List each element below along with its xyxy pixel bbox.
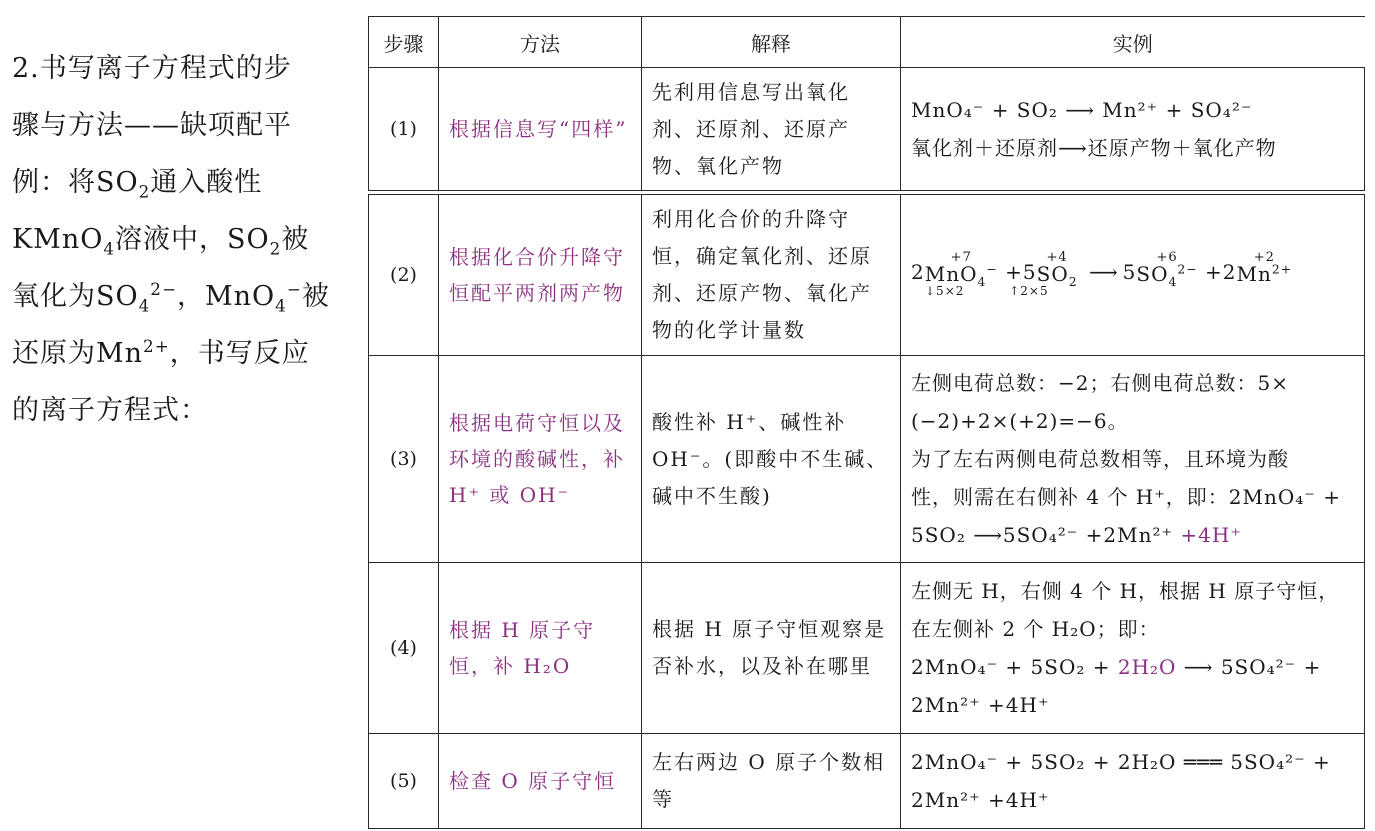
step-cell: (4) xyxy=(369,563,439,734)
example-line: 左侧无 H，右侧 4 个 H，根据 H 原子守恒， xyxy=(911,579,1340,603)
valence: +2 xyxy=(1253,250,1275,266)
header-method: 方法 xyxy=(439,17,642,68)
method-cell: 根据信息写“四样” xyxy=(439,68,642,191)
valence: +6 xyxy=(1156,250,1178,266)
example-line: 为了左右两侧电荷总数相等，且环境为酸 xyxy=(911,447,1289,471)
method-table-bottom xyxy=(368,194,1365,829)
table-header-row xyxy=(369,17,1365,68)
s-valence: +4 $SO_2$ xyxy=(1036,250,1078,290)
electron-note: ↓5×2 xyxy=(925,284,965,299)
intro-line xyxy=(12,382,357,439)
example-line: 2Mn²⁺ +4H⁺ xyxy=(911,693,1050,717)
method-cell: 根据化合价升降守恒配平两剂两产物 xyxy=(439,195,642,356)
table-row xyxy=(369,734,1365,829)
intro-text-part: 被 xyxy=(281,224,310,255)
intro-text-part: ，书写反应 xyxy=(169,338,310,369)
table-row xyxy=(369,563,1365,734)
example-text: ⟶ 5SO₄²⁻ + xyxy=(1183,655,1322,679)
example-cell xyxy=(901,734,1365,829)
coefficient: 2 xyxy=(911,260,925,285)
intro-text-part: 通入酸性 xyxy=(150,167,263,198)
subscript: 2 xyxy=(138,181,151,202)
intro-text-part: 还原为Mn xyxy=(12,338,144,369)
intro-line-2: 骤与方法——缺项配平 xyxy=(12,110,292,141)
example-line: 2Mn²⁺ +4H⁺ xyxy=(911,788,1050,812)
example-line: 左侧电荷总数：−2；右侧电荷总数：5× xyxy=(911,371,1289,395)
valence: +7 xyxy=(950,250,972,266)
balanced-equation xyxy=(911,251,1356,298)
step-cell: (1) xyxy=(369,68,439,191)
example-text: 5SO₂ ⟶5SO₄²⁻ +2Mn²⁺ xyxy=(911,523,1174,547)
example-line: 性，则需在右侧补 4 个 H⁺，即：2MnO₄⁻ + xyxy=(911,485,1341,509)
example-cell xyxy=(901,563,1365,734)
explain-cell: 先利用信息写出氧化剂、还原剂、还原产物、氧化产物 xyxy=(642,68,901,191)
intro-line xyxy=(12,268,357,325)
intro-line xyxy=(12,154,357,211)
method-cell: 根据电荷守恒以及环境的酸碱性，补 H⁺ 或 OH⁻ xyxy=(439,356,642,563)
table-row xyxy=(369,195,1365,356)
mn-valence: +7 MnO$_4$− xyxy=(924,250,998,290)
superscript: 2+ xyxy=(143,336,170,356)
example-line: (−2)+2×(+2)=−6。 xyxy=(911,409,1129,433)
electron-transfer xyxy=(911,284,1356,298)
superscript: 2− xyxy=(150,279,177,299)
explain-cell: 左右两边 O 原子个数相等 xyxy=(642,734,901,829)
example-line: 氧化剂＋还原剂⟶还原产物＋氧化产物 xyxy=(911,136,1277,160)
subscript: 2 xyxy=(269,238,282,259)
table-row xyxy=(369,68,1365,191)
intro-text-part: ，MnO xyxy=(176,281,276,312)
arrow-icon: ⟶ xyxy=(1088,260,1119,285)
subscript: 4 xyxy=(103,238,115,259)
added-species: 2H₂O xyxy=(1117,655,1177,679)
intro-line-7: 的离子方程式： xyxy=(12,395,208,426)
example-cell xyxy=(901,195,1365,356)
example-line: MnO₄⁻ + SO₂ ⟶ Mn²⁺ + SO₄²⁻ xyxy=(911,98,1253,122)
intro-text-part: KMnO xyxy=(12,224,104,255)
intro-line xyxy=(12,325,357,382)
superscript: − xyxy=(286,279,302,299)
method-table-top xyxy=(368,16,1365,191)
method-cell: 根据 H 原子守恒，补 H₂O xyxy=(439,563,642,734)
s6-valence: +6 $SO_4^{2-}$ xyxy=(1136,250,1198,290)
added-species: +4H⁺ xyxy=(1180,523,1242,547)
intro-text-part: 例：将SO xyxy=(12,167,139,198)
explain-cell: 酸性补 H⁺、碱性补 OH⁻。(即酸中不生碱、碱中不生酸) xyxy=(642,356,901,563)
intro-text-part: 被 xyxy=(301,281,330,312)
electron-note: ↑2×5 xyxy=(1009,284,1049,299)
subscript: 4 xyxy=(275,295,287,316)
step-cell: (2) xyxy=(369,195,439,356)
header-step: 步骤 xyxy=(369,17,439,68)
coefficient: +5 xyxy=(1005,260,1037,285)
subscript: 4 xyxy=(138,295,151,316)
coefficient: +2 xyxy=(1205,260,1237,285)
example-line: 在左侧补 2 个 H₂O；即： xyxy=(911,617,1160,641)
header-example: 实例 xyxy=(901,17,1365,68)
intro-line xyxy=(12,97,357,154)
example-line xyxy=(911,648,1356,686)
valence: +4 xyxy=(1046,250,1068,266)
intro-line xyxy=(12,40,357,97)
example-line xyxy=(911,516,1356,554)
method-cell: 检查 O 原子守恒 xyxy=(439,734,642,829)
intro-line xyxy=(12,211,357,268)
step-cell: (5) xyxy=(369,734,439,829)
table-row xyxy=(369,356,1365,563)
intro-text-part: 溶液中，SO xyxy=(115,224,270,255)
intro-line-1: 2.书写离子方程式的步 xyxy=(12,53,292,84)
explain-cell: 利用化合价的升降守恒，确定氧化剂、还原剂、还原产物、氧化产物的化学计量数 xyxy=(642,195,901,356)
intro-text-part: 氧化为SO xyxy=(12,281,139,312)
mn2-valence: +2 $Mn^{2+}$ xyxy=(1236,250,1293,287)
example-text: 2MnO₄⁻ + 5SO₂ + xyxy=(911,655,1111,679)
header-explain: 解释 xyxy=(642,17,901,68)
example-cell xyxy=(901,356,1365,563)
example-line: 2MnO₄⁻ + 5SO₂ + 2H₂O ═══ 5SO₄²⁻ + xyxy=(911,750,1331,774)
example-cell xyxy=(901,68,1365,191)
intro-text xyxy=(12,40,357,439)
step-cell: (3) xyxy=(369,356,439,563)
explain-cell: 根据 H 原子守恒观察是否补水，以及补在哪里 xyxy=(642,563,901,734)
coefficient: 5 xyxy=(1122,260,1137,285)
